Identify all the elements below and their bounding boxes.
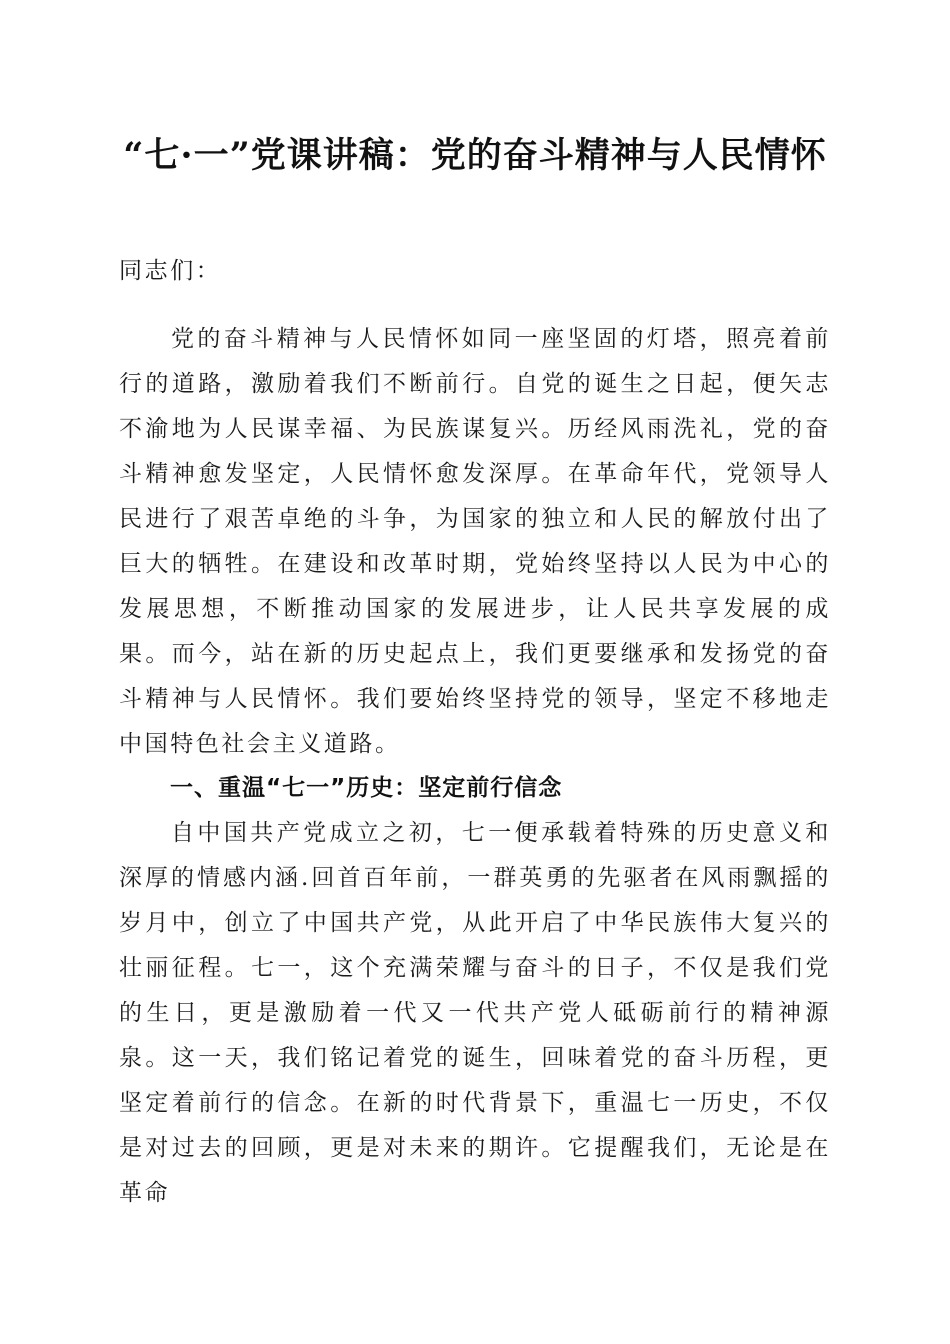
document-title: “七·一”党课讲稿：党的奋斗精神与人民情怀	[123, 135, 827, 176]
salutation: 同志们：	[119, 258, 222, 284]
paragraph-intro: 党的奋斗精神与人民情怀如同一座坚固的灯塔，照亮着前行的道路，激励着我们不断前行。自党的诞生之日起，便矢志不渝地为人民谋幸福、为民族谋复兴。历经风雨洗礼，党的奋斗精神愈发坚定，人民情怀愈发深厚。在革命年代，党领导人民进行了艰苦卓绝的斗争，为国家的独立和人民的解放付出了巨大的牺牲。在建设和改革时期，党始终坚持以人民为中心的发展思想，不断推动国家的发展进步，让人民共享发展的成果。而今，站在新的历史起点上，我们更要继承和发扬党的奋斗精神与人民情怀。我们要始终坚持党的领导，坚定不移地走中国特色社会主义道路。	[119, 326, 831, 757]
paragraph-history: 自中国共产党成立之初，七一便承载着特殊的历史意义和深厚的情感内涵.回首百年前，一群英勇的先驱者在风雨飘摇的岁月中，创立了中国共产党，从此开启了中华民族伟大复兴的壮丽征程。七一，这个充满荣耀与奋斗的日子，不仅是我们党的生日，更是激励着一代又一代共产党人砥砺前行的精神源泉。这一天，我们铭记着党的诞生，回味着党的奋斗历程，更坚定着前行的信念。在新的时代背景下，重温七一历史，不仅是对过去的回顾，更是对未来的期许。它提醒我们，无论是在革命	[119, 820, 831, 1206]
section-heading-1: 一、重温“七一”历史：坚定前行信念	[170, 775, 563, 801]
